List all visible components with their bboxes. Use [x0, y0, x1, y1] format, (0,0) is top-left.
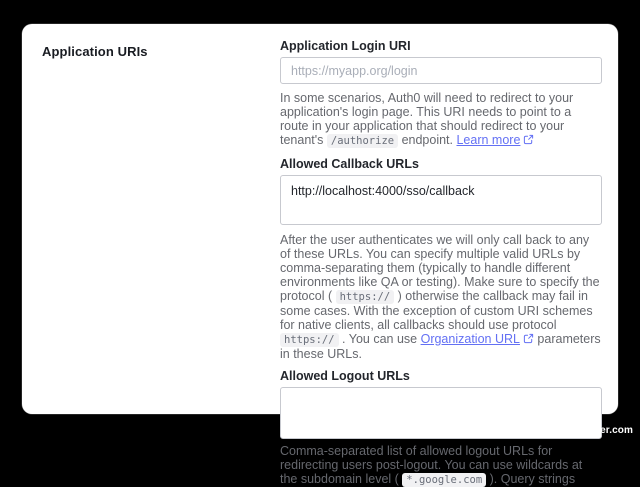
login-uri-help-text: In some scenarios, Auth0 will need to redirect to your application's login page. This URI needs to point to a route in your application that should redirect to your tenant's /authorize endpoint. Learn more — [280, 91, 574, 147]
callback-urls-label: Allowed Callback URLs — [280, 157, 419, 171]
callback-urls-help-text: After the user authenticates we will only call back to any of these URLs. You can specify multiple valid URLs by comma-separating them (typically to handle different environments like QA or testing). Make sure to specify the protocol ( https:// ) otherwise the callback may fail in some cases. With the exception of custom URI schemes for native clients, all callbacks should use protocol https:// . You can use Organization URL parameters in these URLs. — [280, 233, 601, 361]
watermark: Screenshot by Xnapper.com — [496, 425, 633, 436]
external-link-icon — [523, 333, 534, 344]
logout-urls-help-text: Comma-separated list of allowed logout URLs for redirecting users post-logout. You can use wildcards at the subdomain level ( *.google.com ). Query strings — [280, 444, 583, 486]
login-uri-label: Application Login URI — [280, 39, 411, 53]
logout-urls-label: Allowed Logout URLs — [280, 369, 410, 383]
form-column — [280, 40, 602, 487]
section-title: Application URIs — [42, 44, 148, 59]
section-title-column — [42, 44, 148, 59]
external-link-icon — [523, 134, 534, 145]
code-chip: /authorize — [327, 134, 398, 148]
organization-url-link[interactable]: Organization URL — [420, 332, 520, 346]
callback-urls-textarea[interactable] — [280, 175, 602, 225]
callback-urls-field — [280, 158, 602, 361]
learn-more-link[interactable]: Learn more — [456, 133, 521, 147]
code-chip: https:// — [336, 290, 395, 304]
code-chip: *.google.com — [402, 473, 486, 487]
code-chip: https:// — [280, 333, 339, 347]
login-uri-input[interactable] — [280, 57, 602, 84]
login-uri-field — [280, 40, 602, 148]
